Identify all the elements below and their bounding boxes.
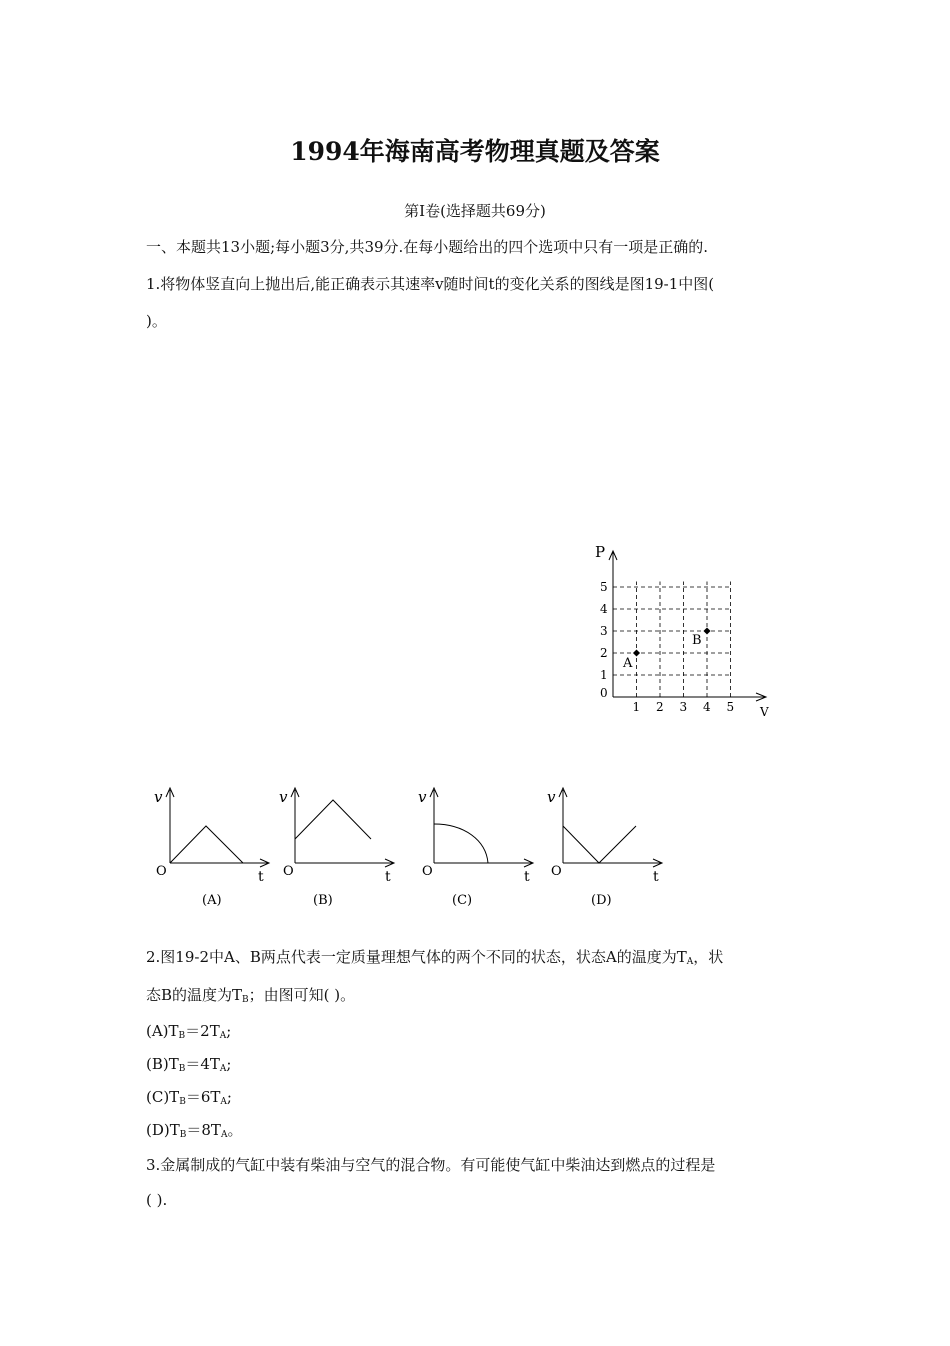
q2-line1-subscript: A <box>686 957 694 967</box>
option-subscript: B <box>178 1031 186 1041</box>
question-2-line-1 <box>146 946 723 967</box>
option-text: ; <box>226 1055 232 1073</box>
vt-d-option-label: (D) <box>591 893 612 908</box>
q2-line1-text: 2.图19-2中A、B两点代表一定质量理想气体的两个不同的状态，状态A的温度为T <box>146 948 687 966</box>
vt-graph-a <box>150 780 280 910</box>
vt-a-origin: O <box>156 864 167 879</box>
vt-c-option-label: (C) <box>452 893 473 908</box>
vt-graph-b <box>275 780 405 910</box>
question-2-option-c <box>146 1086 232 1107</box>
q2-line1-tail: ，状 <box>693 948 724 966</box>
vt-a-y-label: v <box>154 788 163 806</box>
q2-line2-tail: ；由图可知( )。 <box>248 986 356 1004</box>
pv-x-tick-label: 1 <box>632 700 641 714</box>
vt-graph-d <box>543 780 673 910</box>
option-subscript: B <box>178 1064 186 1074</box>
q2-line2-text: 态B的温度为T <box>146 986 243 1004</box>
option-subscript: A <box>220 1130 228 1140</box>
question-1-line-2: )。 <box>146 312 167 330</box>
vt-b-x-label: t <box>385 869 391 885</box>
pv-x-axis-label: V <box>760 705 769 719</box>
q2-line2-subscript: B <box>242 995 249 1005</box>
vt-c-origin: O <box>422 864 433 879</box>
question-1-line-1: 1.将物体竖直向上抛出后,能正确表示其速率v随时间t的变化关系的图线是图19-1中图( <box>146 275 715 293</box>
option-text: ＝6T <box>185 1088 221 1106</box>
vt-a-option-label: (A) <box>202 893 222 908</box>
question-2-option-b <box>146 1053 231 1074</box>
pv-x-tick-label: 3 <box>679 700 688 714</box>
vt-d-x-label: t <box>653 869 659 885</box>
question-3-line-2: ( ). <box>146 1191 168 1209</box>
vt-d-y-label: v <box>547 788 556 806</box>
question-2-line-2 <box>146 984 355 1005</box>
option-text: ＝4T <box>185 1055 220 1073</box>
pv-x-tick-label: 4 <box>703 700 711 714</box>
option-text: (D)T <box>146 1121 180 1139</box>
pv-x-tick-label: 5 <box>726 700 735 714</box>
option-text: ; <box>226 1022 232 1040</box>
pv-point-b-label: B <box>692 633 702 648</box>
option-text: (C)T <box>146 1088 180 1106</box>
pv-y-tick-label: 3 <box>600 624 608 638</box>
question-2-option-d <box>146 1119 242 1140</box>
option-text: ＝2T <box>185 1022 220 1040</box>
option-text: 。 <box>227 1121 243 1139</box>
option-text: ; <box>226 1088 232 1106</box>
pv-y-tick-label: 2 <box>600 646 608 660</box>
pv-y-axis-label: P <box>595 543 606 561</box>
option-subscript: A <box>220 1097 227 1107</box>
pv-state-point-a <box>633 649 640 656</box>
vt-d-origin: O <box>551 864 562 879</box>
vt-graph-c <box>414 780 544 910</box>
vt-c-x-label: t <box>524 869 530 885</box>
vt-b-origin: O <box>283 864 294 879</box>
pv-graph <box>590 540 780 725</box>
option-text: (B)T <box>146 1055 179 1073</box>
question-2-option-a <box>146 1020 231 1041</box>
option-text: (A)T <box>146 1022 179 1040</box>
option-subscript: A <box>219 1031 227 1041</box>
vt-b-y-label: v <box>279 788 288 806</box>
instructions: 一、本题共13小题;每小题3分,共39分.在每小题给出的四个选项中只有一项是正确的. <box>146 238 709 256</box>
question-3-line-1: 3.金属制成的气缸中装有柴油与空气的混合物。有可能使气缸中柴油达到燃点的过程是 <box>146 1156 716 1174</box>
pv-y-tick-label: 4 <box>600 602 608 616</box>
pv-x-tick-label: 2 <box>656 700 664 714</box>
pv-y-tick-label: 5 <box>600 580 608 594</box>
option-subscript: B <box>179 1130 187 1140</box>
section-heading: 第Ⅰ卷(选择题共69分) <box>404 202 546 220</box>
option-subscript: A <box>219 1064 227 1074</box>
pv-state-point-b <box>703 627 710 634</box>
option-text: ＝8T <box>186 1121 221 1139</box>
pv-y-tick-label: 1 <box>600 668 608 682</box>
pv-point-a-label: A <box>623 656 633 671</box>
vt-c-y-label: v <box>418 788 427 806</box>
vt-a-x-label: t <box>258 869 264 885</box>
document-title: 1994年海南高考物理真题及答案 <box>290 137 660 166</box>
option-subscript: B <box>179 1097 186 1107</box>
vt-b-option-label: (B) <box>313 893 333 908</box>
pv-origin-label: 0 <box>600 686 608 700</box>
